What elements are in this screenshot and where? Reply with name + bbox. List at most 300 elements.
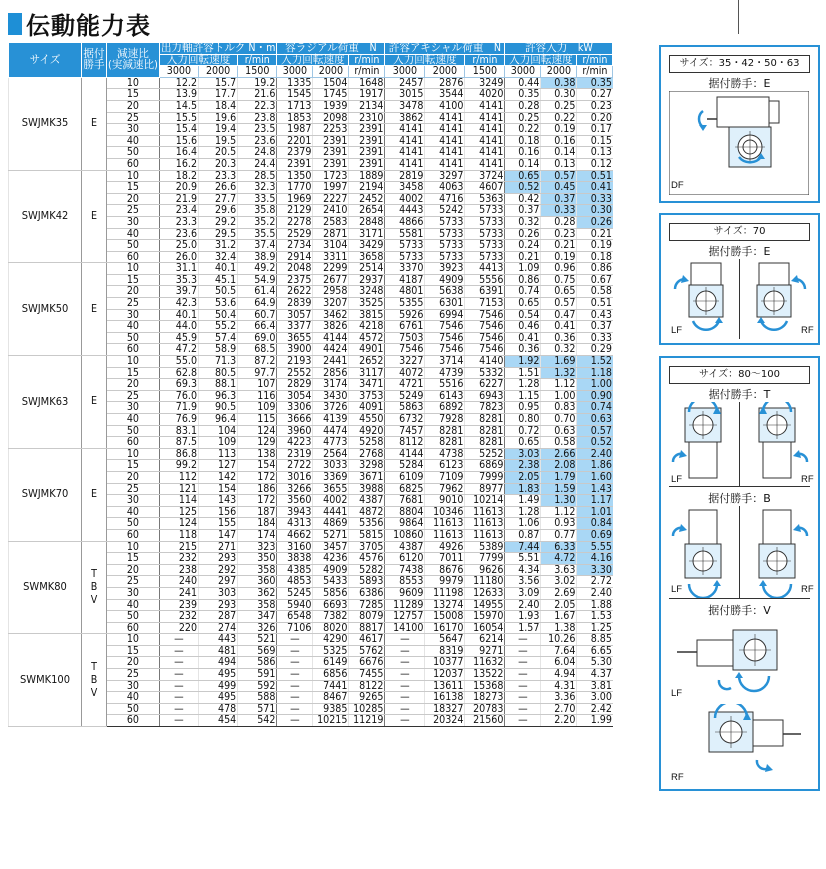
value-cell: 3462 — [313, 309, 349, 321]
ratio-cell: 10 — [107, 170, 160, 182]
page-title-text: 伝動能力表 — [26, 12, 151, 40]
value-cell: 29.2 — [199, 216, 238, 228]
table-row — [9, 634, 613, 646]
ratio-cell: 40 — [107, 135, 160, 147]
value-cell: 147 — [199, 529, 238, 541]
ratio-cell: 40 — [107, 599, 160, 611]
panel-size-label: サイズ：35・42・50・63 — [669, 55, 810, 73]
value-cell: — — [159, 634, 198, 646]
value-cell: 37.4 — [238, 240, 277, 252]
value-cell: 232 — [159, 611, 198, 623]
value-cell: 114 — [159, 495, 198, 507]
ratio-cell: 10 — [107, 77, 160, 89]
value-cell: 2529 — [277, 228, 313, 240]
value-cell: 287 — [199, 611, 238, 623]
value-cell: 7011 — [425, 553, 465, 565]
value-cell: 4721 — [385, 379, 425, 391]
value-cell: 2514 — [349, 263, 385, 275]
value-cell: 6761 — [385, 321, 425, 333]
value-cell: 7438 — [385, 564, 425, 576]
value-cell: 4141 — [385, 135, 425, 147]
value-cell: 6676 — [349, 657, 385, 669]
value-cell: 0.32 — [505, 216, 541, 228]
value-cell: 0.13 — [577, 147, 613, 159]
value-cell: 1.69 — [541, 356, 577, 368]
value-cell: 0.46 — [505, 321, 541, 333]
value-cell: 481 — [199, 645, 238, 657]
ratio-cell: 10 — [107, 448, 160, 460]
value-cell: 4926 — [425, 541, 465, 553]
value-cell: 2253 — [313, 124, 349, 136]
value-cell: 362 — [238, 587, 277, 599]
value-cell: 241 — [159, 587, 198, 599]
value-cell: 240 — [159, 576, 198, 588]
value-cell: 2.66 — [541, 448, 577, 460]
panel-divider — [739, 402, 740, 486]
value-cell: 238 — [159, 564, 198, 576]
value-cell: 2391 — [277, 158, 313, 170]
value-cell: 6.65 — [577, 645, 613, 657]
value-cell: 11613 — [425, 529, 465, 541]
value-cell: 2.38 — [505, 460, 541, 472]
header-unit: r/min — [465, 54, 505, 66]
value-cell: 0.63 — [541, 425, 577, 437]
value-cell: 592 — [238, 680, 277, 692]
value-cell: 68.5 — [238, 344, 277, 356]
value-cell: 6149 — [313, 657, 349, 669]
value-cell: — — [277, 657, 313, 669]
value-cell: 3826 — [313, 321, 349, 333]
panel-corner-label: RF — [801, 474, 814, 485]
value-cell: 569 — [238, 645, 277, 657]
value-cell: 4144 — [313, 332, 349, 344]
value-cell: 5249 — [385, 390, 425, 402]
value-cell: 5815 — [349, 529, 385, 541]
value-cell: 2654 — [349, 205, 385, 217]
value-cell: 0.23 — [577, 100, 613, 112]
value-cell: 16170 — [425, 622, 465, 634]
value-cell: 90.5 — [199, 402, 238, 414]
value-cell: 10.26 — [541, 634, 577, 646]
value-cell: 1.18 — [577, 367, 613, 379]
ratio-cell: 30 — [107, 680, 160, 692]
ratio-cell: 25 — [107, 298, 160, 310]
ratio-cell: 60 — [107, 529, 160, 541]
value-cell: 2.05 — [541, 599, 577, 611]
value-cell: 38.9 — [238, 251, 277, 263]
value-cell: 4909 — [313, 564, 349, 576]
ratio-cell: 20 — [107, 564, 160, 576]
value-cell: 5252 — [465, 448, 505, 460]
header-input-speed: 入力回転速度 — [505, 54, 577, 66]
value-cell: — — [385, 657, 425, 669]
value-cell: 4218 — [349, 321, 385, 333]
value-cell: 5.55 — [577, 541, 613, 553]
ratio-cell: 50 — [107, 703, 160, 715]
value-cell: 125 — [159, 506, 198, 518]
value-cell: 3057 — [277, 309, 313, 321]
value-cell: 4443 — [385, 205, 425, 217]
value-cell: 3033 — [313, 460, 349, 472]
value-cell: 3297 — [425, 170, 465, 182]
value-cell: 2768 — [349, 448, 385, 460]
value-cell: 2871 — [313, 228, 349, 240]
value-cell: 118 — [159, 529, 198, 541]
value-cell: 494 — [199, 657, 238, 669]
value-cell: 0.41 — [541, 321, 577, 333]
value-cell: 0.25 — [541, 100, 577, 112]
value-cell: 0.54 — [505, 309, 541, 321]
value-cell: 5389 — [465, 541, 505, 553]
value-cell: 3724 — [465, 170, 505, 182]
value-cell: 4141 — [425, 124, 465, 136]
value-cell: 0.17 — [577, 124, 613, 136]
value-cell: 3988 — [349, 483, 385, 495]
value-cell: 24.8 — [238, 147, 277, 159]
ratio-cell: 50 — [107, 425, 160, 437]
value-cell: 4739 — [425, 367, 465, 379]
value-cell: 2958 — [313, 286, 349, 298]
value-cell: 0.18 — [577, 251, 613, 263]
value-cell: 14955 — [465, 599, 505, 611]
value-cell: 4413 — [465, 263, 505, 275]
value-cell: 3266 — [277, 483, 313, 495]
value-cell: 2677 — [313, 274, 349, 286]
value-cell: 3016 — [277, 471, 313, 483]
header-unit: r/min — [349, 54, 385, 66]
value-cell: 3655 — [277, 332, 313, 344]
model-name: SWJMK42 — [9, 170, 82, 263]
ratio-cell: 50 — [107, 240, 160, 252]
value-cell: 15970 — [465, 611, 505, 623]
value-cell: 1.06 — [505, 518, 541, 530]
value-cell: 138 — [238, 448, 277, 460]
value-cell: 4387 — [385, 541, 425, 553]
value-cell: 1.28 — [505, 379, 541, 391]
ratio-cell: 30 — [107, 124, 160, 136]
value-cell: 0.80 — [505, 414, 541, 426]
value-cell: 586 — [238, 657, 277, 669]
value-cell: 172 — [238, 495, 277, 507]
value-cell: 60.7 — [238, 309, 277, 321]
value-cell: 50.4 — [199, 309, 238, 321]
value-cell: 0.83 — [541, 402, 577, 414]
value-cell: 4716 — [425, 193, 465, 205]
value-cell: 15008 — [425, 611, 465, 623]
value-cell: 5.30 — [577, 657, 613, 669]
value-cell: 5242 — [425, 205, 465, 217]
value-cell: 13.9 — [159, 89, 198, 101]
value-cell: 0.52 — [505, 182, 541, 194]
value-cell: 4909 — [425, 274, 465, 286]
mounting-letter: B — [90, 673, 98, 686]
value-cell: 1.83 — [505, 483, 541, 495]
value-cell: 0.67 — [577, 274, 613, 286]
mounting-code — [82, 356, 107, 449]
value-cell: 239 — [159, 599, 198, 611]
gearmotor-v-rf-illustration — [669, 704, 809, 784]
value-cell: 3369 — [313, 471, 349, 483]
value-cell: 11613 — [465, 518, 505, 530]
mounting-code — [82, 448, 107, 541]
value-cell: 1.28 — [505, 506, 541, 518]
value-cell: 4738 — [425, 448, 465, 460]
value-cell: 11632 — [465, 657, 505, 669]
value-cell: 49.2 — [238, 263, 277, 275]
ratio-cell: 15 — [107, 89, 160, 101]
value-cell: — — [505, 715, 541, 727]
panel-corner-label: RF — [671, 772, 684, 783]
value-cell: 12633 — [465, 587, 505, 599]
value-cell: 174 — [238, 529, 277, 541]
value-cell: 28.5 — [238, 170, 277, 182]
value-cell: 2391 — [313, 147, 349, 159]
value-cell: 10860 — [385, 529, 425, 541]
value-cell: 1.93 — [505, 611, 541, 623]
value-cell: 32.4 — [199, 251, 238, 263]
ratio-cell: 20 — [107, 379, 160, 391]
ratio-cell: 20 — [107, 193, 160, 205]
value-cell: 9271 — [465, 645, 505, 657]
mounting-letter: E — [90, 302, 98, 315]
value-cell: 274 — [199, 622, 238, 634]
value-cell: 2.70 — [541, 703, 577, 715]
value-cell: 4607 — [465, 182, 505, 194]
value-cell: 0.22 — [505, 124, 541, 136]
panel-mount-label: 据付勝手：E — [708, 245, 771, 258]
value-cell: 96.4 — [199, 414, 238, 426]
value-cell: 7441 — [313, 680, 349, 692]
value-cell: 154 — [199, 483, 238, 495]
value-cell: 11613 — [465, 529, 505, 541]
value-cell: 2452 — [349, 193, 385, 205]
value-cell: 4063 — [425, 182, 465, 194]
value-cell: 1.88 — [577, 599, 613, 611]
value-cell: 0.93 — [541, 518, 577, 530]
panel-separator — [669, 598, 810, 599]
value-cell: 0.63 — [577, 414, 613, 426]
value-cell: 1969 — [277, 193, 313, 205]
value-cell: 0.13 — [541, 158, 577, 170]
ratio-cell: 30 — [107, 309, 160, 321]
value-cell: — — [277, 634, 313, 646]
value-cell: 3.00 — [577, 692, 613, 704]
header-size: サイズ — [9, 43, 82, 78]
value-cell: 8281 — [425, 425, 465, 437]
value-cell: 3478 — [385, 100, 425, 112]
value-cell: 0.36 — [541, 332, 577, 344]
value-cell: — — [159, 703, 198, 715]
value-cell: 3429 — [349, 240, 385, 252]
value-cell: 7928 — [425, 414, 465, 426]
value-cell: 10377 — [425, 657, 465, 669]
gearmotor-df-illustration — [669, 91, 809, 195]
value-cell: 2227 — [313, 193, 349, 205]
value-cell: 2048 — [277, 263, 313, 275]
value-cell: — — [385, 680, 425, 692]
panel-size-label: サイズ：70 — [669, 223, 810, 241]
value-cell: 0.45 — [541, 182, 577, 194]
panel-mount-label-t: 据付勝手：T — [708, 388, 771, 401]
value-cell: 5638 — [425, 286, 465, 298]
value-cell: 1.59 — [541, 483, 577, 495]
value-cell: — — [159, 645, 198, 657]
ratio-cell: 15 — [107, 367, 160, 379]
value-cell: 4773 — [313, 437, 349, 449]
value-cell: 4.94 — [541, 669, 577, 681]
value-cell: 172 — [238, 471, 277, 483]
value-cell: 2914 — [277, 251, 313, 263]
value-cell: 0.38 — [541, 77, 577, 89]
value-cell: 4385 — [277, 564, 313, 576]
value-cell: 1.49 — [505, 495, 541, 507]
value-cell: 3015 — [385, 89, 425, 101]
value-cell: 0.57 — [541, 170, 577, 182]
mounting-letter: E — [90, 117, 98, 130]
value-cell: 0.47 — [541, 309, 577, 321]
value-cell: — — [505, 634, 541, 646]
value-cell: 0.33 — [541, 205, 577, 217]
model-name: SWJMK35 — [9, 77, 82, 170]
panel-corner-label: LF — [671, 474, 683, 485]
value-cell: 1.60 — [577, 471, 613, 483]
value-cell: 297 — [199, 576, 238, 588]
value-cell: 3.30 — [577, 564, 613, 576]
value-cell: 7382 — [313, 611, 349, 623]
value-cell: 20.3 — [199, 158, 238, 170]
value-cell: 8020 — [313, 622, 349, 634]
value-cell: 7999 — [465, 471, 505, 483]
value-cell: 12.2 — [159, 77, 198, 89]
header-speed-cell: 3000 — [505, 66, 541, 78]
header-input-speed: 入力回転速度 — [159, 54, 237, 66]
header-torque: 出力軸許容トルク N・m — [160, 42, 276, 54]
value-cell: 4141 — [425, 135, 465, 147]
header-speed-cell: 1500 — [465, 66, 505, 78]
value-cell: 55.2 — [199, 321, 238, 333]
value-cell: 0.52 — [577, 437, 613, 449]
value-cell: 8122 — [349, 680, 385, 692]
value-cell: 66.4 — [238, 321, 277, 333]
value-cell: 8319 — [425, 645, 465, 657]
model-name: SWJMK70 — [9, 448, 82, 541]
value-cell: 21.9 — [159, 193, 198, 205]
ratio-cell: 40 — [107, 321, 160, 333]
value-cell: 16.4 — [159, 147, 198, 159]
value-cell: — — [385, 634, 425, 646]
value-cell: 7546 — [465, 344, 505, 356]
header-unit: r/min — [577, 54, 613, 66]
value-cell: 35.3 — [159, 274, 198, 286]
value-cell: 0.23 — [541, 228, 577, 240]
value-cell: 0.57 — [577, 425, 613, 437]
value-cell: 2856 — [313, 367, 349, 379]
value-cell: — — [505, 680, 541, 692]
value-cell: 2098 — [313, 112, 349, 124]
value-cell: 3377 — [277, 321, 313, 333]
value-cell: 23.3 — [199, 170, 238, 182]
value-cell: 0.16 — [505, 147, 541, 159]
value-cell: 2391 — [313, 135, 349, 147]
panel-corner-label: RF — [801, 325, 814, 336]
value-cell: 0.12 — [577, 158, 613, 170]
value-cell: 35.2 — [238, 216, 277, 228]
panel-divider — [739, 506, 740, 598]
value-cell: 0.69 — [577, 529, 613, 541]
value-cell: 3544 — [425, 89, 465, 101]
value-cell: 121 — [159, 483, 198, 495]
value-cell: — — [159, 669, 198, 681]
value-cell: 62.8 — [159, 367, 198, 379]
value-cell: 350 — [238, 553, 277, 565]
value-cell: 5733 — [465, 240, 505, 252]
value-cell: 0.37 — [577, 321, 613, 333]
ratio-cell: 50 — [107, 147, 160, 159]
value-cell: — — [277, 680, 313, 692]
value-cell: 6123 — [425, 460, 465, 472]
page-title — [8, 6, 151, 41]
value-cell: 4141 — [465, 135, 505, 147]
value-cell: 1713 — [277, 100, 313, 112]
value-cell: — — [159, 715, 198, 727]
value-cell: 35.5 — [238, 228, 277, 240]
value-cell: 10214 — [465, 495, 505, 507]
value-cell: 86.8 — [159, 448, 198, 460]
value-cell: 8.85 — [577, 634, 613, 646]
value-cell: 7106 — [277, 622, 313, 634]
value-cell: 6.04 — [541, 657, 577, 669]
value-cell: 4901 — [349, 344, 385, 356]
value-cell: 1.00 — [541, 390, 577, 402]
header-axial: 許容アキシャル荷重 N — [385, 43, 505, 55]
header-radial: 容ラジアル荷重 N — [277, 43, 385, 55]
ratio-cell: 10 — [107, 541, 160, 553]
value-cell: 99.2 — [159, 460, 198, 472]
value-cell: 358 — [238, 599, 277, 611]
value-cell: 5363 — [465, 193, 505, 205]
value-cell: 109 — [199, 437, 238, 449]
value-cell: 8281 — [465, 414, 505, 426]
value-cell: 0.20 — [577, 112, 613, 124]
value-cell: 124 — [159, 518, 198, 530]
value-cell: 2391 — [349, 124, 385, 136]
value-cell: 18.2 — [159, 170, 198, 182]
value-cell: 14100 — [385, 622, 425, 634]
value-cell: 293 — [199, 553, 238, 565]
header-speed-cell: 3000 — [159, 66, 198, 78]
mounting-letter: B — [90, 580, 98, 593]
value-cell: 0.86 — [577, 263, 613, 275]
value-cell: 4091 — [349, 402, 385, 414]
ratio-cell: 15 — [107, 182, 160, 194]
value-cell: 0.25 — [505, 112, 541, 124]
value-cell: 115 — [238, 414, 277, 426]
value-cell: 1350 — [277, 170, 313, 182]
value-cell: 3815 — [349, 309, 385, 321]
value-cell: 58.9 — [199, 344, 238, 356]
value-cell: 9864 — [385, 518, 425, 530]
value-cell: 96.3 — [199, 390, 238, 402]
mounting-panel-1 — [659, 45, 820, 203]
value-cell: 0.18 — [505, 135, 541, 147]
value-cell: — — [505, 657, 541, 669]
value-cell: 23.6 — [238, 135, 277, 147]
value-cell: 7503 — [385, 332, 425, 344]
value-cell: 57.4 — [199, 332, 238, 344]
value-cell: 33.5 — [238, 193, 277, 205]
value-cell: 303 — [199, 587, 238, 599]
value-cell: 1917 — [349, 89, 385, 101]
